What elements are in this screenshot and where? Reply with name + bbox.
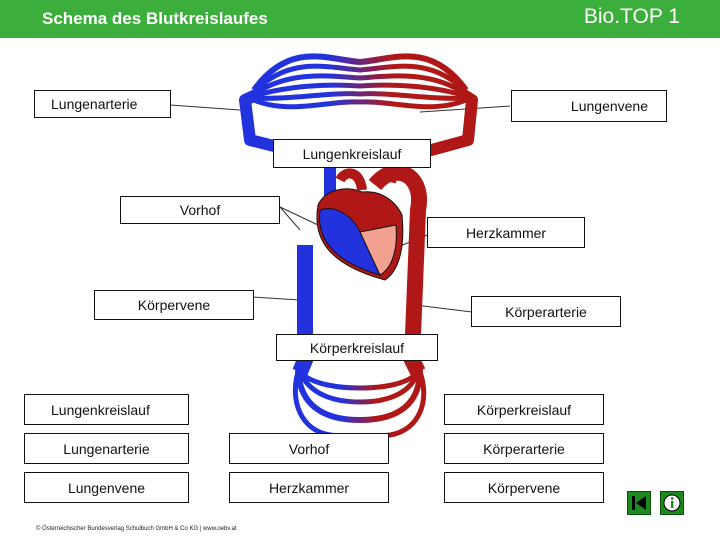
option-koerperarterie[interactable]: Körperarterie <box>444 433 604 464</box>
skip-back-icon[interactable] <box>627 491 651 515</box>
body-capillaries <box>295 370 423 437</box>
page-title: Schema des Blutkreislaufes <box>42 9 268 28</box>
info-icon[interactable] <box>660 491 684 515</box>
lung-capillaries <box>254 56 466 106</box>
option-koerpervene[interactable]: Körpervene <box>444 472 604 503</box>
option-lungenkreislauf[interactable]: Lungenkreislauf <box>24 394 189 425</box>
copyright-footer: © Österreichischer Bundesverlag Schulbuch GmbH & Co KG | www.oebv.at <box>36 526 237 532</box>
label-vorhof: Vorhof <box>120 196 280 224</box>
option-koerperkreislauf[interactable]: Körperkreislauf <box>444 394 604 425</box>
label-lungenvene: Lungenvene <box>511 90 667 122</box>
option-vorhof[interactable]: Vorhof <box>229 433 389 464</box>
option-herzkammer[interactable]: Herzkammer <box>229 472 389 503</box>
label-koerpervene: Körpervene <box>94 290 254 320</box>
label-lungenarterie: Lungenarterie <box>34 90 171 118</box>
label-koerperarterie: Körperarterie <box>471 296 621 327</box>
label-koerperkreislauf: Körperkreislauf <box>276 334 438 361</box>
brand-logo: Bio.TOP 1 <box>583 5 680 28</box>
label-herzkammer: Herzkammer <box>427 217 585 248</box>
option-lungenarterie[interactable]: Lungenarterie <box>24 433 189 464</box>
option-lungenvene[interactable]: Lungenvene <box>24 472 189 503</box>
label-lungenkreislauf: Lungenkreislauf <box>273 139 431 168</box>
